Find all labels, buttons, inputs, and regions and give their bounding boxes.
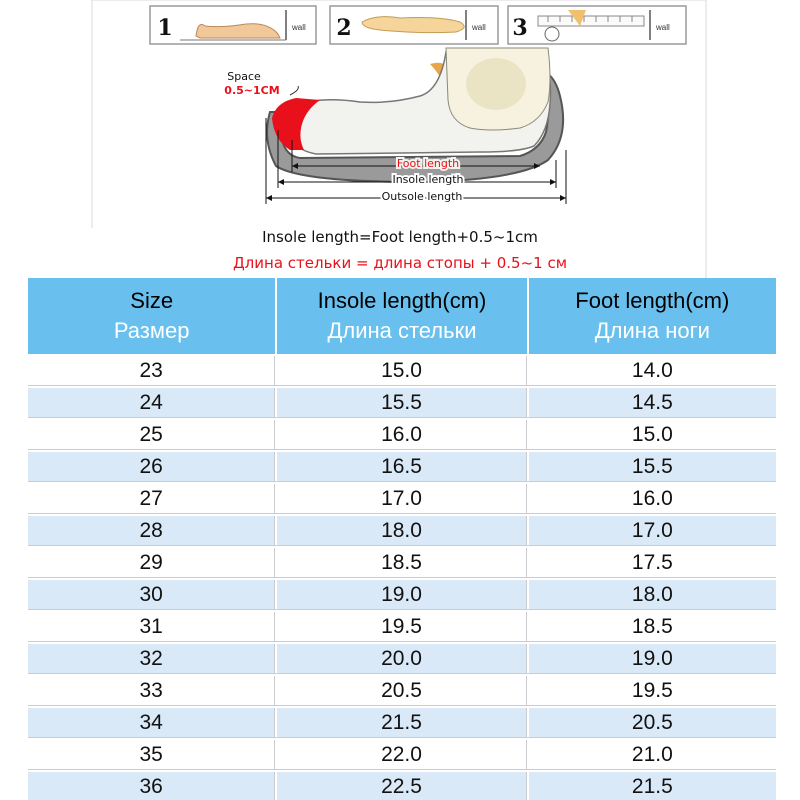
table-row [28, 484, 776, 514]
insole-length-cell: 19.0 [277, 580, 526, 609]
foot-length-cell: 14.5 [529, 388, 776, 417]
foot-length-cell: 19.5 [529, 676, 776, 705]
size-cell: 30 [28, 580, 275, 609]
size-cell: 36 [28, 772, 275, 800]
step-3-wall-label: wall [656, 23, 670, 32]
header-insole-length [277, 278, 526, 354]
header-foot-length-en: Foot length(cm) [575, 288, 730, 313]
header-foot-length [529, 278, 776, 354]
foot-length-cell: 18.5 [529, 612, 776, 641]
table-header [28, 278, 776, 354]
step-2-panel [330, 6, 498, 44]
table-row [28, 740, 776, 770]
foot-length-cell: 15.5 [529, 452, 776, 481]
outsole-length-label: Outsole length [381, 190, 463, 203]
header-size-ru: Размер [113, 318, 190, 343]
foot-length-cell: 21.0 [529, 740, 776, 769]
insole-length-cell: 20.5 [277, 676, 526, 705]
step-3-number: 3 [512, 15, 528, 41]
foot-length-cell: 19.0 [529, 644, 776, 673]
insole-length-cell: 18.5 [277, 548, 526, 577]
insole-length-cell: 15.0 [277, 356, 526, 385]
insole-length-cell: 21.5 [277, 708, 526, 737]
header-size-en: Size [130, 288, 174, 313]
insole-length-label: Insole length [392, 173, 464, 186]
size-cell: 26 [28, 452, 275, 481]
table-row [28, 516, 776, 546]
size-cell: 25 [28, 420, 275, 449]
table-row [28, 580, 776, 610]
formula-russian: Длина стельки = длина стопы + 0.5~1 см [232, 254, 568, 272]
table-row [28, 644, 776, 674]
size-cell: 32 [28, 644, 275, 673]
step-2-wall-label: wall [472, 23, 486, 32]
step-1-wall-label: wall [292, 23, 306, 32]
table-row [28, 388, 776, 418]
size-table [28, 278, 776, 800]
table-row [28, 772, 776, 800]
table-row [28, 612, 776, 642]
step-2-number: 2 [336, 15, 352, 41]
foot-length-cell: 14.0 [529, 356, 776, 385]
step-1-number: 1 [157, 15, 173, 41]
foot-length-cell: 17.0 [529, 516, 776, 545]
foot-length-cell: 16.0 [529, 484, 776, 513]
step-1-panel [150, 6, 316, 44]
insole-length-cell: 19.5 [277, 612, 526, 641]
size-cell: 27 [28, 484, 275, 513]
foot-length-cell: 20.5 [529, 708, 776, 737]
size-cell: 28 [28, 516, 275, 545]
table-row [28, 548, 776, 578]
insole-length-cell: 17.0 [277, 484, 526, 513]
insole-length-cell: 16.0 [277, 420, 526, 449]
space-value-label: 0.5~1CM [224, 84, 280, 97]
table-row [28, 420, 776, 450]
size-cell: 29 [28, 548, 275, 577]
insole-length-cell: 15.5 [277, 388, 526, 417]
formula-english: Insole length=Foot length+0.5~1cm [262, 228, 538, 246]
size-cell: 31 [28, 612, 275, 641]
space-label: Space [227, 70, 261, 83]
size-cell: 33 [28, 676, 275, 705]
foot-length-cell: 21.5 [529, 772, 776, 800]
table-row [28, 452, 776, 482]
insole-length-cell: 20.0 [277, 644, 526, 673]
size-cell: 23 [28, 356, 275, 385]
foot-length-cell: 17.5 [529, 548, 776, 577]
header-insole-length-ru: Длина стельки [327, 318, 477, 343]
size-cell: 24 [28, 388, 275, 417]
table-row [28, 708, 776, 738]
insole-length-cell: 22.5 [277, 772, 526, 800]
foot-length-label: Foot length [396, 157, 460, 170]
size-cell: 35 [28, 740, 275, 769]
insole-length-cell: 22.0 [277, 740, 526, 769]
foot-length-cell: 15.0 [529, 420, 776, 449]
insole-length-cell: 18.0 [277, 516, 526, 545]
table-row [28, 676, 776, 706]
table-row [28, 356, 776, 386]
size-cell: 34 [28, 708, 275, 737]
header-size [28, 278, 275, 354]
step-3-panel [508, 6, 686, 44]
insole-length-cell: 16.5 [277, 452, 526, 481]
header-foot-length-ru: Длина ноги [594, 318, 710, 343]
foot-length-cell: 18.0 [529, 580, 776, 609]
header-insole-length-en: Insole length(cm) [317, 288, 487, 313]
